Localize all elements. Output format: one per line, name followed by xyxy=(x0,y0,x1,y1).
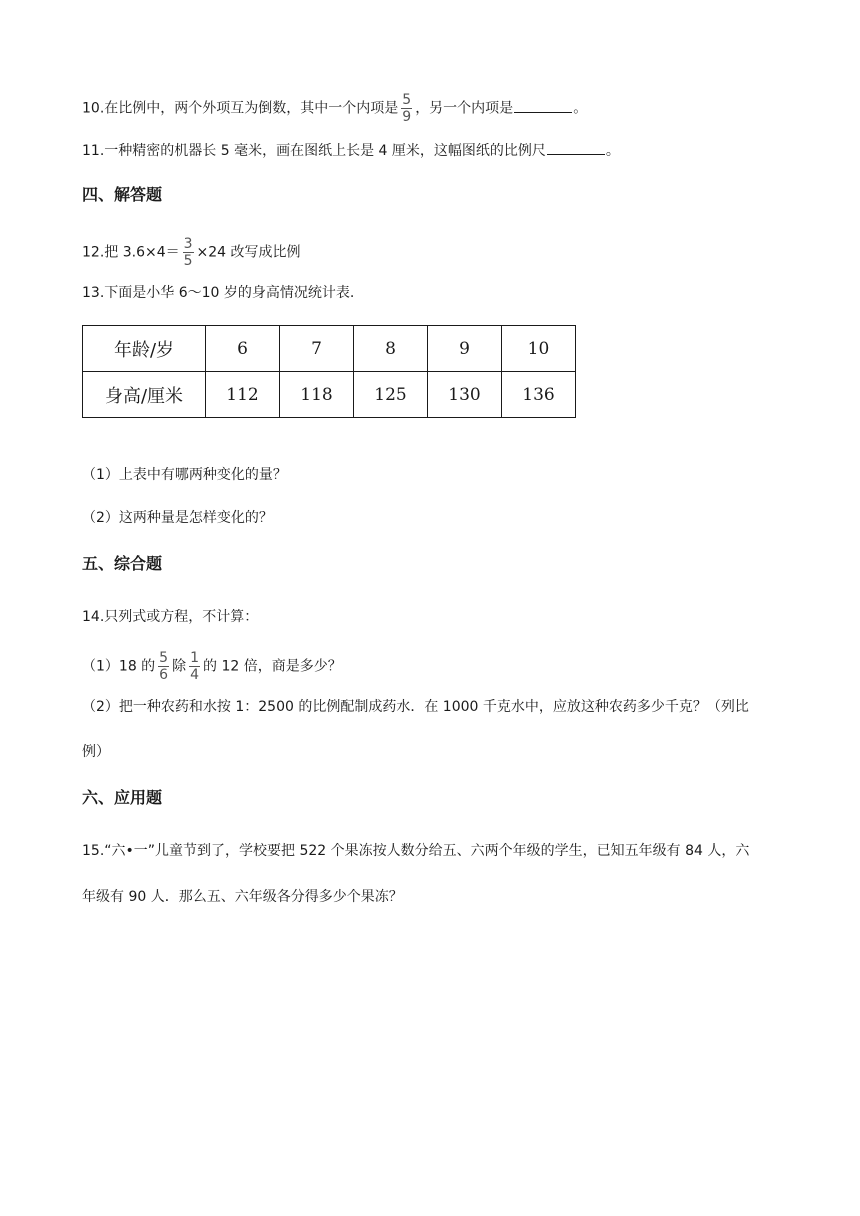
q13-sub2: （2）这两种量是怎样变化的？ xyxy=(82,510,273,526)
q10-prefix: 10.在比例中，两个外项互为倒数，其中一个内项是 xyxy=(82,100,399,117)
table-cell: 10 xyxy=(502,326,576,372)
question-13: 13.下面是小华 6～10 岁的身高情况统计表. xyxy=(82,285,355,301)
fraction-denominator: 5 xyxy=(183,253,193,269)
section-heading-6: 六、应用题 xyxy=(82,788,163,807)
fraction-numerator: 1 xyxy=(190,650,200,666)
height-stats-table xyxy=(82,325,576,418)
q15-line1: 15.“六•一”儿童节到了，学校要把 522 个果冻按人数分给五、六两个年级的学生，已知五年级有 84 人，六 xyxy=(82,843,750,859)
q14-sub2-line2: 例） xyxy=(82,744,110,760)
q14-sub1-suffix: 的 12 倍，商是多少？ xyxy=(203,658,342,675)
row-header-age: 年龄/岁 xyxy=(83,326,206,372)
table-cell: 130 xyxy=(428,372,502,418)
answer-blank[interactable] xyxy=(514,98,572,113)
question-10 xyxy=(82,93,587,124)
question-14: 14.只列式或方程，不计算： xyxy=(82,609,259,625)
table-cell: 136 xyxy=(502,372,576,418)
q14-sub2-line1: （2）把一种农药和水按 1：2500 的比例配制成药水．在 1000 千克水中，应放这种农药多少千克？（列比 xyxy=(82,699,749,715)
table-cell: 112 xyxy=(206,372,280,418)
question-11 xyxy=(82,140,620,161)
q14-sub1 xyxy=(82,651,342,682)
q12-suffix: ×24 改写成比例 xyxy=(196,244,301,261)
fraction-denominator: 6 xyxy=(159,667,169,683)
table-cell: 6 xyxy=(206,326,280,372)
q11-text: 11.一种精密的机器长 5 毫米，画在图纸上长是 4 厘米，这幅图纸的比例尺 xyxy=(82,143,546,159)
question-12 xyxy=(82,237,301,268)
table-row xyxy=(83,372,576,418)
row-header-height: 身高/厘米 xyxy=(83,372,206,418)
table-cell: 118 xyxy=(280,372,354,418)
fraction-denominator: 9 xyxy=(402,109,412,125)
fraction-denominator: 4 xyxy=(190,667,200,683)
section-heading-4: 四、解答题 xyxy=(82,185,163,204)
fraction-5-9 xyxy=(401,93,412,124)
fraction-numerator: 3 xyxy=(183,236,193,252)
q14-sub1-mid: 除 xyxy=(172,658,187,675)
section-heading-5: 五、综合题 xyxy=(82,554,163,573)
fraction-1-4 xyxy=(189,651,200,682)
table-cell: 9 xyxy=(428,326,502,372)
q10-suffix: ，另一个内项是 xyxy=(415,100,514,117)
table-row xyxy=(83,326,576,372)
q14-sub1-prefix: （1）18 的 xyxy=(82,658,156,675)
q13-sub1: （1）上表中有哪两种变化的量？ xyxy=(82,467,287,483)
fraction-3-5 xyxy=(183,237,194,268)
table-cell: 7 xyxy=(280,326,354,372)
q11-end: 。 xyxy=(605,143,620,159)
q15-line2: 年级有 90 人．那么五、六年级各分得多少个果冻？ xyxy=(82,889,403,905)
fraction-5-6 xyxy=(158,651,169,682)
table-cell: 8 xyxy=(354,326,428,372)
answer-blank[interactable] xyxy=(547,140,605,155)
fraction-numerator: 5 xyxy=(159,650,169,666)
fraction-numerator: 5 xyxy=(402,92,412,108)
table-cell: 125 xyxy=(354,372,428,418)
q12-prefix: 12.把 3.6×4＝ xyxy=(82,244,180,261)
q10-end: 。 xyxy=(573,100,588,117)
